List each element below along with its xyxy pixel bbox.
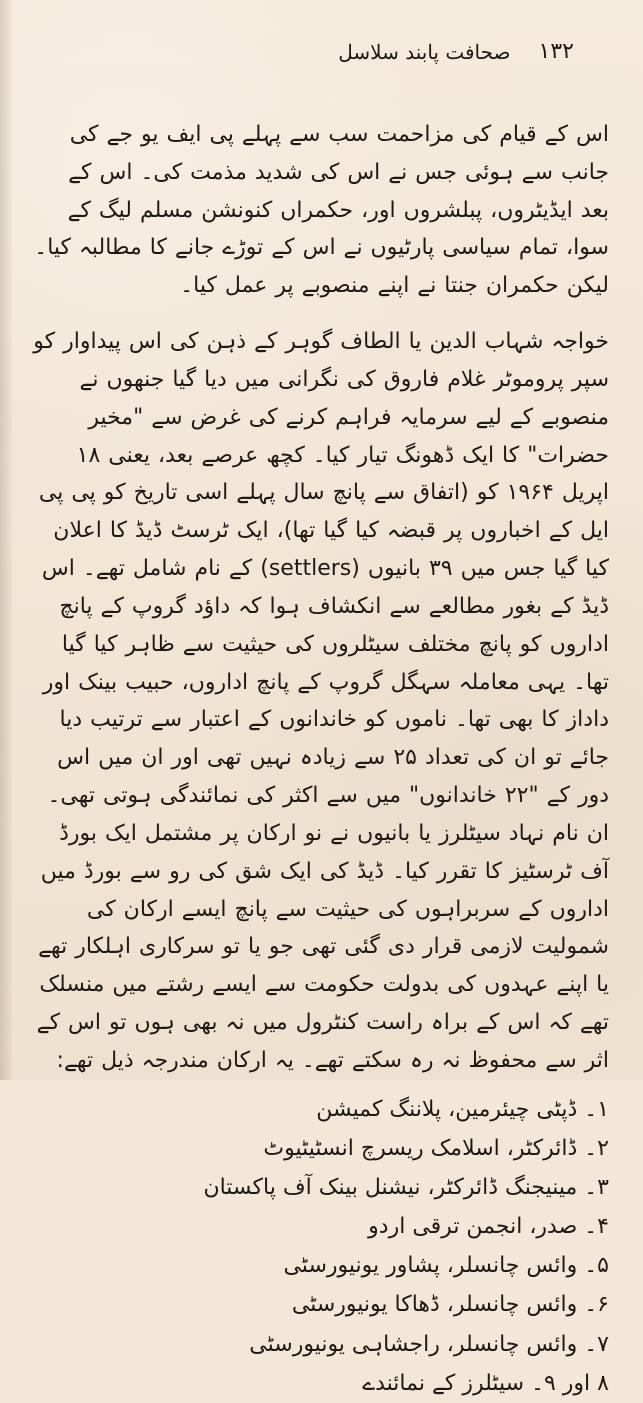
list-item-1: ۱۔ ڈپٹی چیئرمین، پلاننگ کمیشن — [316, 1096, 609, 1122]
page-number: ١٣٢ — [538, 39, 574, 64]
list-item-4: ۴۔ صدر، انجمن ترقی اردو — [368, 1214, 609, 1240]
list-item-8: ۸ اور ۹۔ سیٹلرز کے نمائندے — [362, 1370, 609, 1396]
paragraph-1: اس کے قیام کی مزاحمت سب سے پہلے پی ایف یو جے کی جانب سے ہوئی جس نے اس کی شدید مذمت کی۔ اس کے بعد ایڈیٹروں، پبلشروں اور، حکمراں کنونشن مسلم لیگ کے سوا، تمام سیاسی پارٹیوں نے اس کے توڑے جانے کا مطالبہ کیا۔ لیکن حکمران جنتا نے اپنے منصوبے پر عمل کیا۔ — [34, 122, 609, 299]
list-item-5: ۵۔ وائس چانسلر، پشاور یونیورسٹی — [283, 1253, 609, 1279]
list-item-6: ۶۔ وائس چانسلر، ڈھاکا یونیورسٹی — [291, 1292, 609, 1318]
running-title: صحافت پابند سلاسل — [338, 40, 511, 64]
list-item-2: ۲۔ ڈائرکٹر، اسلامک ریسرچ انسٹیٹیوٹ — [263, 1135, 609, 1161]
page-content — [32, 116, 609, 1403]
list-item-7: ۷۔ وائس چانسلر، راجشاہی یونیورسٹی — [249, 1331, 609, 1357]
list-item-3: ۳۔ مینیجنگ ڈائرکٹر، نیشنل بینک آف پاکستان — [203, 1175, 609, 1201]
paragraph-2: خواجہ شہاب الدین یا الطاف گوہر کے ذہن کی اس پیداوار کو سپر پروموٹر غلام فاروق کی نگرانی میں دیا گیا جنھوں نے منصوبے کے لیے سرمایہ فراہم کرنے کی غرض سے "مخیر حضرات" کا ایک ڈھونگ تیار کیا۔ کچھ عرصے بعد، یعنی ۱۸ اپریل ۱۹۶۴ کو (اتفاق سے پانچ سال پہلے اسی تاریخ کو پی پی ایل کے اخباروں پر قبضہ کیا گیا تھا)، ایک ٹرسٹ ڈیڈ کا اعلان کیا گیا جس میں ۳۹ بانیوں (settlers) کے نام شامل تھے۔ اس ڈیڈ کے بغور مطالعے سے انکشاف ہوا کہ داؤد گروپ کے پانچ اداروں کو پانچ مختلف سیٹلروں کی حیثیت سے ظاہر کیا گیا تھا۔ یہی معاملہ سہگل گروپ کے پانچ اداروں، حبیب بینک اور داداز کا بھی تھا۔ ناموں کو خاندانوں کے اعتبار سے ترتیب دیا جائے تو ان کی تعداد ۲۵ سے زیادہ نہیں تھی اور ان میں اس دور کے "۲۲ خاندانوں" میں سے اکثر کی نمائندگی ہوتی تھی۔ ان نام نہاد سیٹلرز یا بانیوں نے نو ارکان پر مشتمل ایک بورڈ آف ٹرسٹیز کا تقرر کیا۔ ڈیڈ کی ایک شق کی رو سے بورڈ میں اداروں کے سربراہوں کی حیثیت سے پانچ ایسے ارکان کی شمولیت لازمی قرار دی گئی تھی جو یا تو سرکاری اہلکار تھے یا اپنے عہدوں کی بدولت حکومت سے ایسے رشتے میں منسلک تھے کہ اس کے براہ راست کنٹرول میں نہ بھی ہوں تو اس کے اثر سے محفوظ نہ رہ سکتے تھے۔ یہ ارکان مندرجہ ذیل تھے: — [33, 329, 609, 1073]
page-shadow-edge — [0, 0, 12, 1080]
members-list — [32, 1090, 609, 1403]
page-header — [32, 26, 574, 78]
